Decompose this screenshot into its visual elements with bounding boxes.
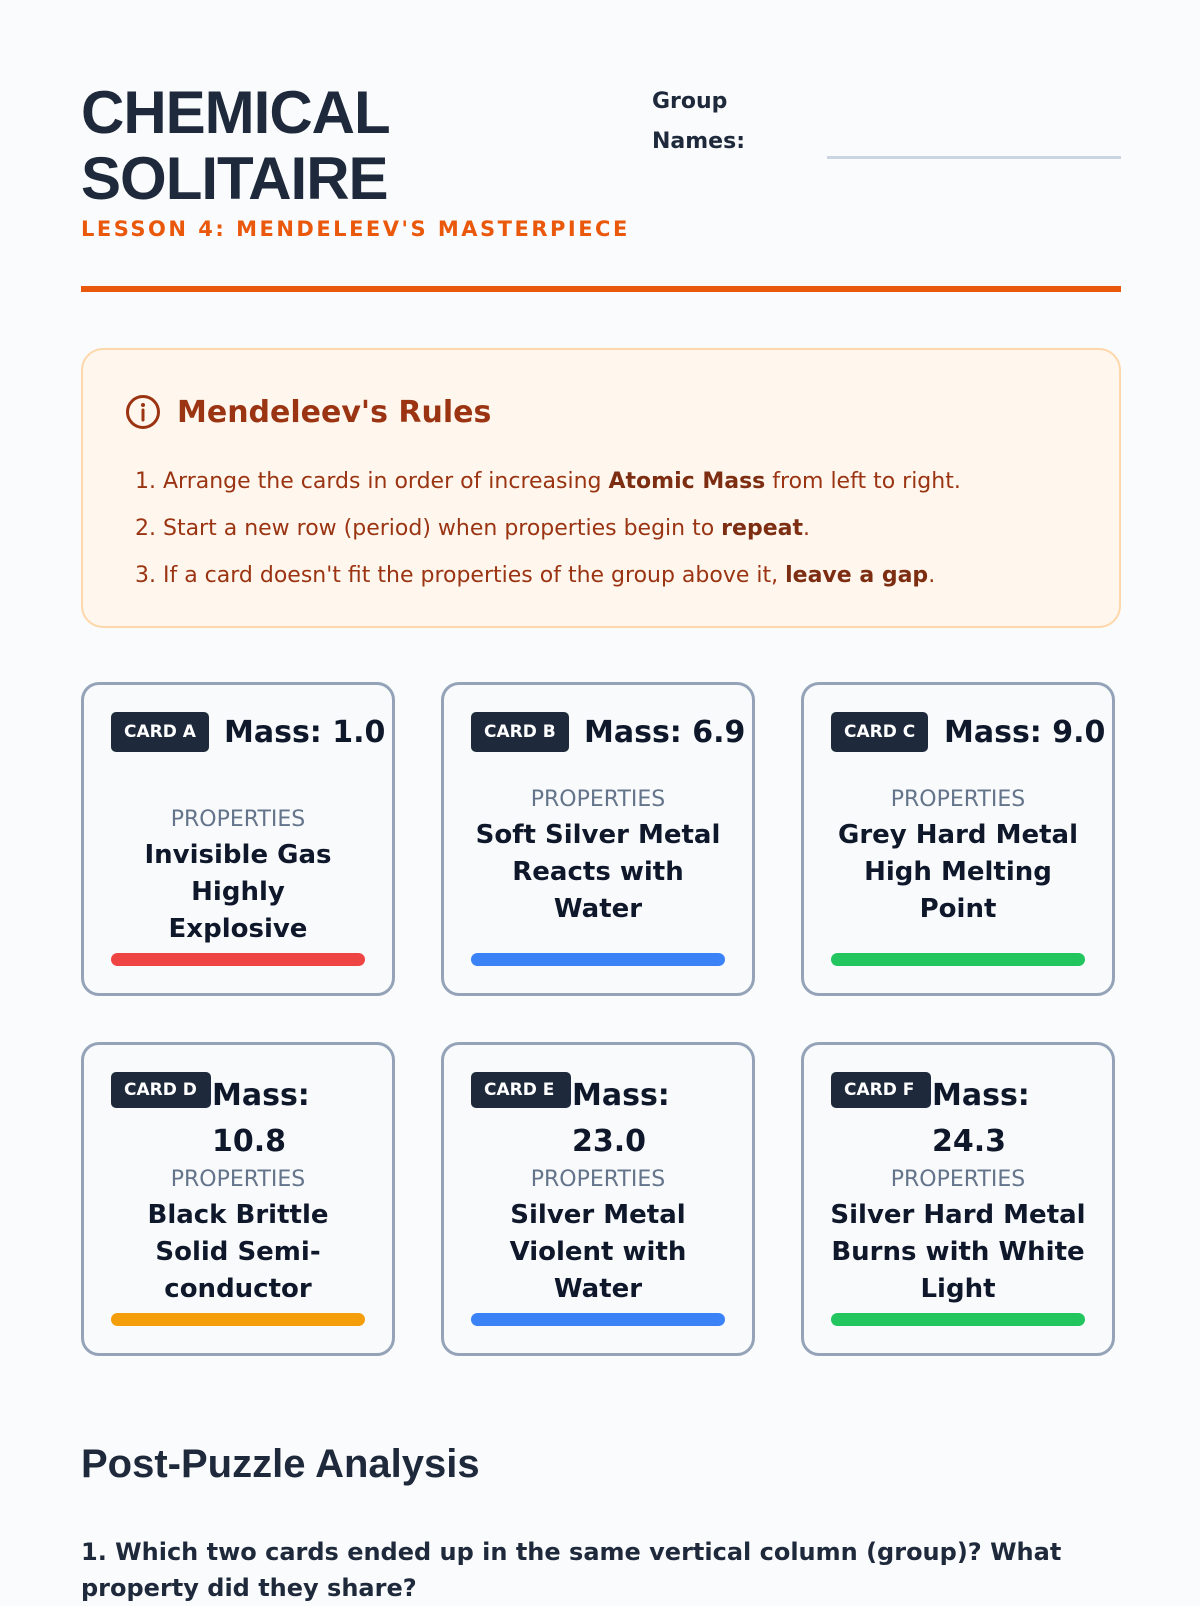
card-badge: CARD A xyxy=(111,712,209,752)
rules-header xyxy=(125,394,491,430)
rule-item: 1. Arrange the cards in order of increasing Atomic Mass from left to right. xyxy=(135,469,961,494)
card-badge: CARD C xyxy=(831,712,928,752)
header-divider xyxy=(81,286,1121,292)
card-color-bar xyxy=(471,953,725,966)
properties-label: PROPERTIES xyxy=(530,1167,666,1192)
rules-title: Mendeleev's Rules xyxy=(177,394,492,430)
lesson-subtitle: LESSON 4: MENDELEEV'S MASTERPIECE xyxy=(81,217,630,241)
card-color-bar xyxy=(471,1313,725,1326)
properties-label: PROPERTIES xyxy=(530,787,666,812)
card-e[interactable] xyxy=(441,1042,755,1356)
rule-item: 2. Start a new row (period) when properties begin to repeat. xyxy=(135,516,810,541)
card-mass: Mass: 1.0 xyxy=(224,715,386,750)
card-color-bar xyxy=(111,953,365,966)
card-properties: Soft Silver Metal Reacts with Water xyxy=(475,820,721,924)
card-color-bar xyxy=(831,953,1085,966)
page-title: CHEMICAL SOLITAIRE xyxy=(81,79,389,212)
properties-label: PROPERTIES xyxy=(890,787,1026,812)
rules-box xyxy=(81,348,1121,628)
card-properties: Silver Hard Metal Burns with White Light xyxy=(830,1200,1086,1304)
card-color-bar xyxy=(831,1313,1085,1326)
card-badge: CARD E xyxy=(471,1072,571,1108)
card-badge: CARD D xyxy=(111,1072,211,1108)
properties-label: PROPERTIES xyxy=(890,1167,1026,1192)
card-mass: Mass: 9.0 xyxy=(944,715,1106,750)
card-b[interactable] xyxy=(441,682,755,996)
card-color-bar xyxy=(111,1313,365,1326)
card-badge: CARD F xyxy=(831,1072,931,1108)
info-icon xyxy=(125,394,161,430)
properties-label: PROPERTIES xyxy=(170,1167,306,1192)
card-d[interactable] xyxy=(81,1042,395,1356)
analysis-question-1: 1. Which two cards ended up in the same vertical column (group)? What property did they share? xyxy=(81,1538,1062,1602)
properties-label: PROPERTIES xyxy=(170,807,306,832)
header xyxy=(81,0,1121,300)
card-properties: Invisible Gas Highly Explosive xyxy=(144,840,332,944)
card-properties: Black Brittle Solid Semi-conductor xyxy=(147,1200,329,1304)
group-names-label: Group Names: xyxy=(652,89,745,154)
worksheet-page xyxy=(81,0,1121,1602)
group-names-line[interactable] xyxy=(827,156,1121,159)
card-mass: Mass: 6.9 xyxy=(584,715,746,750)
rule-item: 3. If a card doesn't fit the properties of the group above it, leave a gap. xyxy=(135,563,936,588)
card-mass: Mass: 24.3 xyxy=(932,1078,1030,1159)
card-badge: CARD B xyxy=(471,712,569,752)
card-mass: Mass: 10.8 xyxy=(212,1078,310,1159)
rules-list xyxy=(135,458,961,599)
card-mass: Mass: 23.0 xyxy=(572,1078,670,1159)
card-a[interactable] xyxy=(81,682,395,996)
card-f[interactable] xyxy=(801,1042,1115,1356)
card-properties: Grey Hard Metal High Melting Point xyxy=(838,820,1078,924)
analysis-title: Post-Puzzle Analysis xyxy=(81,1442,480,1486)
card-properties: Silver Metal Violent with Water xyxy=(509,1200,687,1304)
card-c[interactable] xyxy=(801,682,1115,996)
